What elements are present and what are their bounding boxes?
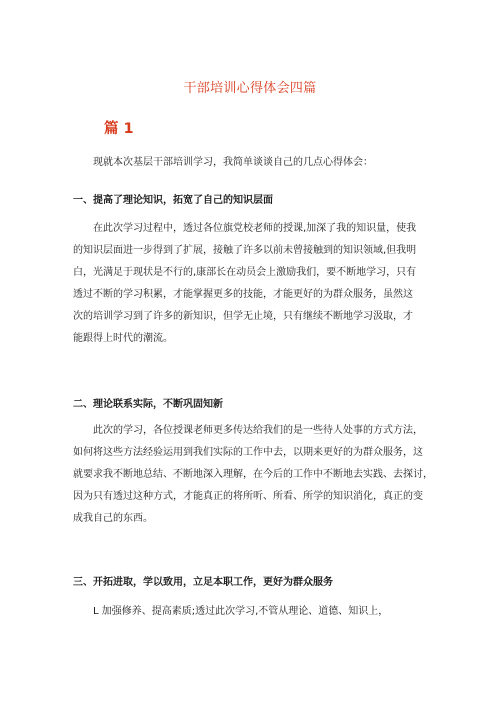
- paragraph-line: 白，光满足于现状是不行的,康部长在动员会上激励我们，要不断地学习，只有: [73, 267, 417, 278]
- paragraph-line: 的知识层面进一步得到了扩展，接触了许多以前未曾接触到的知识领域,但我明: [73, 245, 417, 256]
- paragraph-line: 如何将这些方法经验运用到我们实际的工作中去，以期来更好的为群众服务，这: [73, 447, 423, 458]
- paragraph-line: 在此次学习过程中，透过各位旗党校老师的授课,加深了我的知识量，使我: [93, 223, 417, 234]
- paragraph-2: [73, 420, 443, 530]
- paragraph-line: 此次的学习，各位授课老师更多传达给我们的是一些待人处事的方式方法，: [93, 425, 423, 436]
- heading-1: 一、提高了理论知识，拓宽了自己的知识层面: [73, 195, 273, 206]
- intro-paragraph: 现就本次基层干部培训学习，我简单谈谈自己的几点心得体会：: [93, 157, 373, 168]
- section-label: 篇 1: [104, 121, 134, 137]
- paragraph-line: 能跟得上时代的潮流。: [73, 333, 173, 344]
- paragraph-line: 就要求我不断地总结、不断地深入理解，在今后的工作中不断地去实践、去探讨，: [73, 469, 433, 480]
- heading-3: 三、开拓进取，学以致用，立足本职工作，更好为群众服务: [73, 577, 333, 588]
- paragraph-1: [73, 218, 443, 350]
- paragraph-line: 因为只有透过这种方式，才能真正的将所听、所看、所学的知识消化，真正的变: [73, 491, 423, 502]
- paragraph-line: 次的培训学习到了许多的新知识，但学无止境，只有继续不断地学习汲取，才: [73, 311, 413, 322]
- paragraph-line: 成我自己的东西。: [73, 513, 153, 524]
- paragraph-line: 透过不断的学习积累，才能掌握更多的技能，才能更好的为群众服务，虽然这: [73, 289, 413, 300]
- heading-2: 二、理论联系实际，不断巩固知新: [73, 399, 223, 410]
- document-title: 干部培训心得体会四篇: [183, 81, 317, 96]
- paragraph-3-start: L 加强修养、提高素质;透过此次学习,不管从理论、道德、知识上，: [93, 606, 389, 617]
